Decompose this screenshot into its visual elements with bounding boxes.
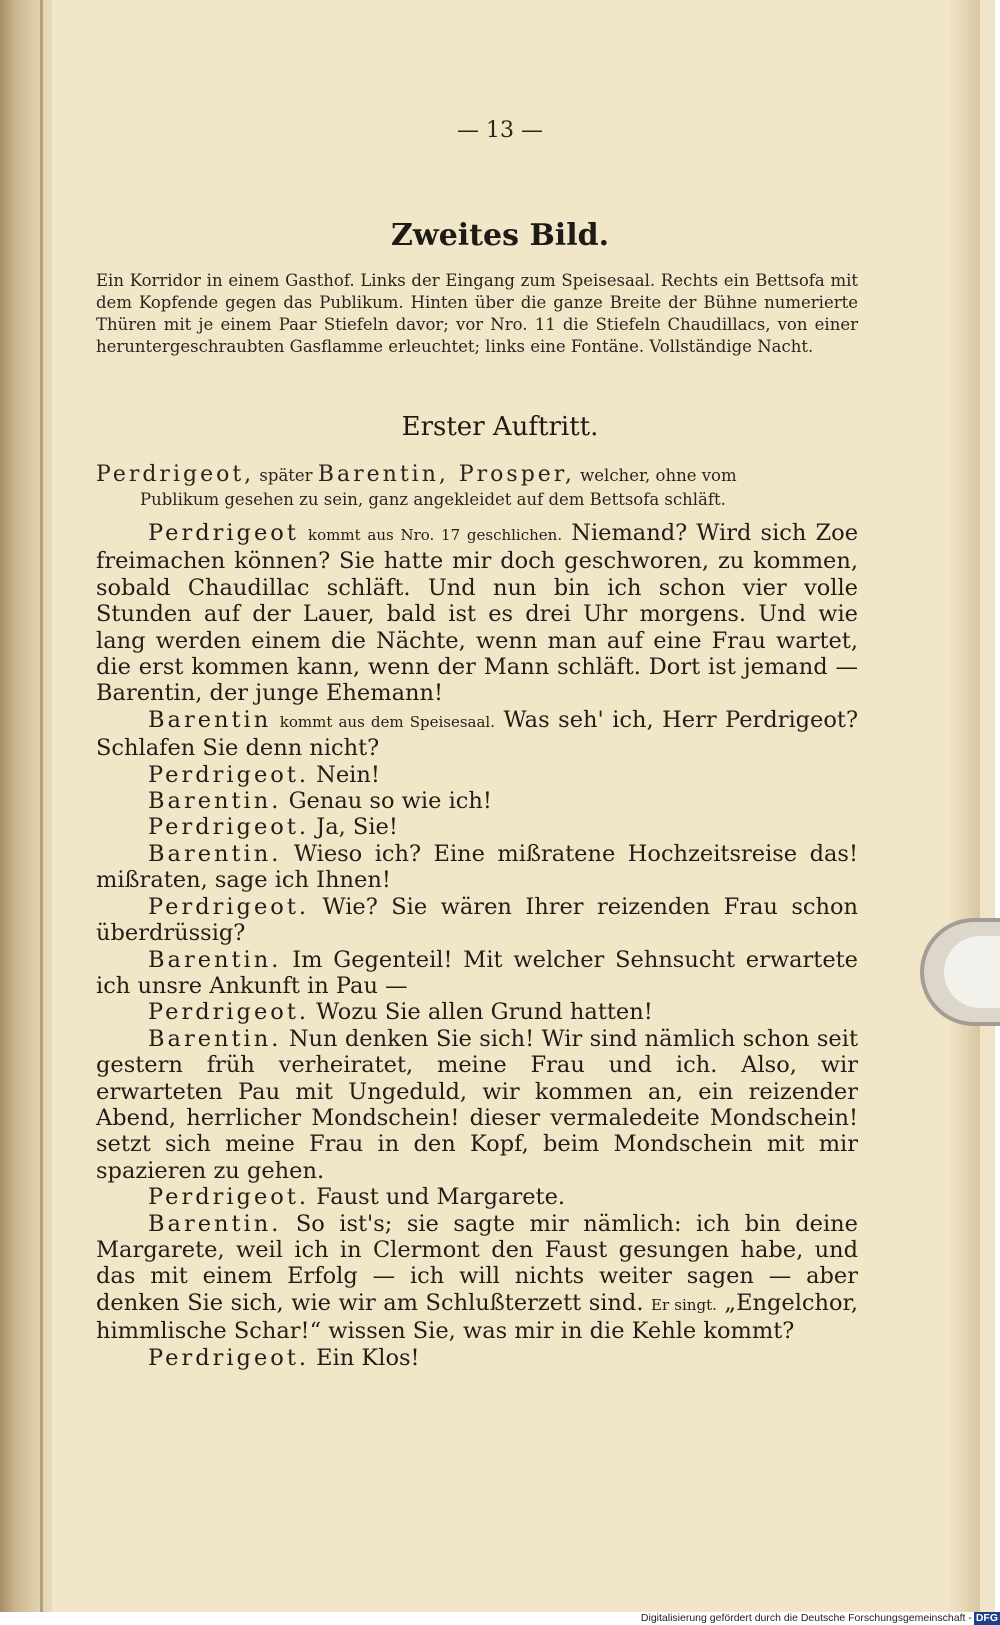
speech-text: Wieso ich? Eine mißratene Hochzeitsreise das! mißraten, sage ich Ihnen! <box>96 840 858 894</box>
speech-text: Was seh' ich, Herr Perdrigeot? Schlafen Sie denn nicht? <box>96 706 859 762</box>
speech-text: Ja, Sie! <box>316 814 398 841</box>
speaker-name: Barentin. <box>148 840 282 867</box>
speech-text: Wie? Sie wären Ihrer reizenden Frau schon überdrüssig? <box>96 893 859 947</box>
stage-cue: kommt aus Nro. 17 geschlichen. <box>308 526 563 544</box>
cast-line-2: Publikum gesehen zu sein, ganz angekleidet auf dem Bettsofa schläft. <box>140 490 726 509</box>
digitization-footer <box>600 1612 1000 1625</box>
speech <box>96 707 858 762</box>
speaker-name: Perdrigeot <box>148 520 299 546</box>
speaker-name: Perdrigeot. <box>148 761 310 788</box>
speech-text: Wozu Sie allen Grund hatten! <box>316 999 653 1026</box>
speech <box>96 788 858 814</box>
cast-names-a: Perdrigeot, <box>96 462 255 487</box>
cast-list <box>96 463 858 512</box>
cast-names-b: Barentin, Prosper, <box>317 462 575 487</box>
speech <box>96 814 858 840</box>
speaker-name: Perdrigeot. <box>148 1184 310 1211</box>
speaker-name: Barentin. <box>148 1210 282 1237</box>
cast-note-a: später <box>259 466 313 485</box>
speech <box>96 1026 858 1184</box>
speaker-name: Barentin <box>148 706 272 733</box>
speech <box>96 1184 858 1210</box>
stage-cue: kommt aus dem Speisesaal. <box>279 712 495 731</box>
page-title: Zweites Bild. <box>390 218 610 253</box>
speech <box>96 1211 858 1345</box>
cast-line-1 <box>96 463 858 488</box>
speech-text: Faust und Margarete. <box>316 1184 566 1211</box>
speech <box>96 894 858 947</box>
speech-text: Nun denken Sie sich! Wir sind nämlich schon seit gestern früh verheiratet, meine Frau und ich. Also, wir erwarteten Pau mit Ungeduld, wir kommen an, ein reizender Abend, herrlicher Mondschein! dieser vermaledeite Mondschein! setzt sich meine Frau in den Kopf, beim Mondschein mit mir spazieren zu gehen. <box>96 1025 858 1184</box>
speech <box>96 1345 858 1371</box>
speech-text: Ein Klos! <box>316 1344 420 1371</box>
speech-text: „Engelchor, himmlische Schar!“ wissen Sie, was mir in die Kehle kommt? <box>96 1289 858 1345</box>
speaker-name: Perdrigeot. <box>148 999 310 1026</box>
speech <box>96 947 858 1000</box>
cast-note-b: welcher, ohne vom <box>580 466 737 485</box>
speech <box>96 841 858 894</box>
speech <box>96 762 858 788</box>
speech-text: Genau so wie ich! <box>288 788 492 815</box>
stage-cue: Er singt. <box>651 1295 717 1314</box>
speaker-name: Barentin. <box>148 1025 282 1052</box>
page-number: — 13 — <box>457 118 543 143</box>
footer-credit: Digitalisierung gefördert durch die Deutsche Forschungsgemeinschaft - <box>640 1612 972 1624</box>
scene-title: Erster Auftritt. <box>401 412 599 442</box>
speaker-name: Perdrigeot. <box>148 814 310 841</box>
stage-direction: Ein Korridor in einem Gasthof. Links der Eingang zum Speisesaal. Rechts ein Bettsofa mit dem Kopfende gegen das Publikum. Hinten über die ganze Breite der Bühne numerierte Thüren mit je einem Paar Stiefeln davor; vor Nro. 11 die Stiefeln Chaudillacs, von einer heruntergeschraubten Gasflamme erleuchtet; links eine Fontäne. Vollständige Nacht. <box>96 271 858 356</box>
dialogue <box>96 520 858 1371</box>
speaker-name: Perdrigeot. <box>148 893 310 920</box>
speech-text: Niemand? Wird sich Zoe freimachen können? Sie hatte mir doch geschworen, zu kommen, sobald Chaudillac schläft. Und nun bin ich schon vier volle Stunden auf der Lauer, bald ist es drei Uhr morgens. Und wie lang werden einem die Nächte, wenn man auf eine Frau wartet, die erst kommen kann, wenn der Mann schläft. Dort ist jemand — Barentin, der junge Ehemann! <box>96 520 859 707</box>
speech <box>96 520 858 707</box>
speaker-name: Barentin. <box>148 946 282 973</box>
dfg-logo: DFG <box>975 1612 998 1624</box>
speech-text: Im Gegenteil! Mit welcher Sehnsucht erwartete ich unsre Ankunft in Pau — <box>96 946 858 999</box>
speaker-name: Barentin. <box>148 788 282 815</box>
speaker-name: Perdrigeot. <box>148 1344 310 1371</box>
speech <box>96 999 858 1025</box>
speech-text: Nein! <box>316 761 380 788</box>
speech-text: So ist's; sie sagte mir nämlich: ich bin deine Margarete, weil ich in Clermont den Faust gesungen habe, und das mit einem Erfolg — ich will nichts weiter sagen — aber denken Sie sich, wie wir am Schlußterzett sind. <box>96 1210 858 1316</box>
